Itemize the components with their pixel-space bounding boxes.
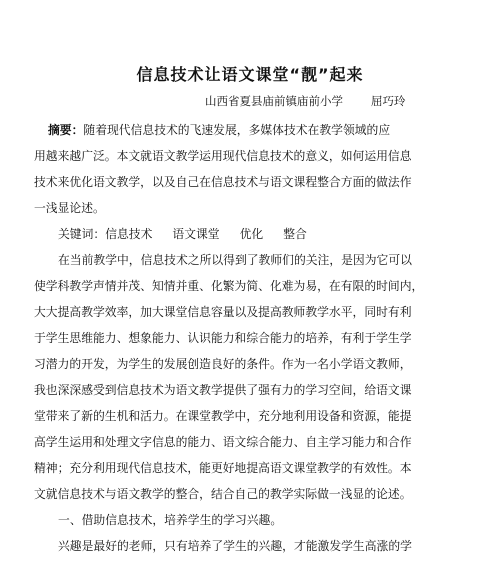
keyword: 优化 [239,227,264,241]
abstract-line: 一浅显论述。 [34,201,105,215]
keywords-line [58,225,500,242]
body-line: 高学生运用和处理文字信息的能力、语文综合能力、自主学习能力和合作 [34,435,412,449]
body-line: 堂带来了新的生机和活力。在课堂教学中，充分地利用设备和资源，能提 [34,409,412,423]
body-line: 大大提高教学效率，加大课堂信息容量以及提高教师教学水平，同时有利 [34,305,412,319]
abstract-line: 技术来优化语文教学，以及自己在信息技术与语文课程整合方面的做法作 [34,175,412,189]
body-line: 我也深深感受到信息技术为语文教学提供了强有力的学习空间，给语文课 [34,383,412,397]
author-affiliation: 山西省夏县庙前镇庙前小学 [205,94,343,108]
author-line [205,93,406,109]
keyword: 信息技术 [105,227,153,241]
body-line: 文就信息技术与语文教学的整合，结合自己的教学实际做一浅显的论述。 [34,487,412,501]
keywords-label: 关键词： [58,227,106,241]
body-line: 在当前教学中，信息技术之所以得到了教师们的关注，是因为它可以 [58,253,412,267]
section-heading: 一、借助信息技术，培养学生的学习兴趣。 [58,513,283,527]
paper-title: 信息技术让语文课堂“靓”起来 [136,65,364,84]
body-line: 习潜力的开发，为学生的发展创造良好的条件。作为一名小学语文教师， [34,357,412,371]
body-line: 兴趣是最好的老师，只有培养了学生的兴趣，才能激发学生高涨的学 [58,539,412,553]
abstract-text: 随着现代信息技术的飞速发展，多媒体技术在教学领域的应 [83,123,391,137]
body-line: 使学科教学声情并茂、知情并重、化繁为简、化难为易，在有限的时间内， [34,279,424,293]
abstract-label: 摘要： [48,123,84,137]
body-line: 精神；充分利用现代信息技术，能更好地提高语文课堂教学的有效性。本 [34,461,412,475]
abstract-line: 用越来越广泛。本文就语文教学运用现代信息技术的意义，如何运用信息 [34,149,412,163]
body-line: 于学生思维能力、想象能力、认识能力和综合能力的培养，有利于学生学 [34,331,412,345]
author-name: 屈巧玲 [371,94,406,108]
keyword: 语文课堂 [172,227,220,241]
keyword: 整合 [283,227,307,241]
abstract-line [48,121,500,138]
